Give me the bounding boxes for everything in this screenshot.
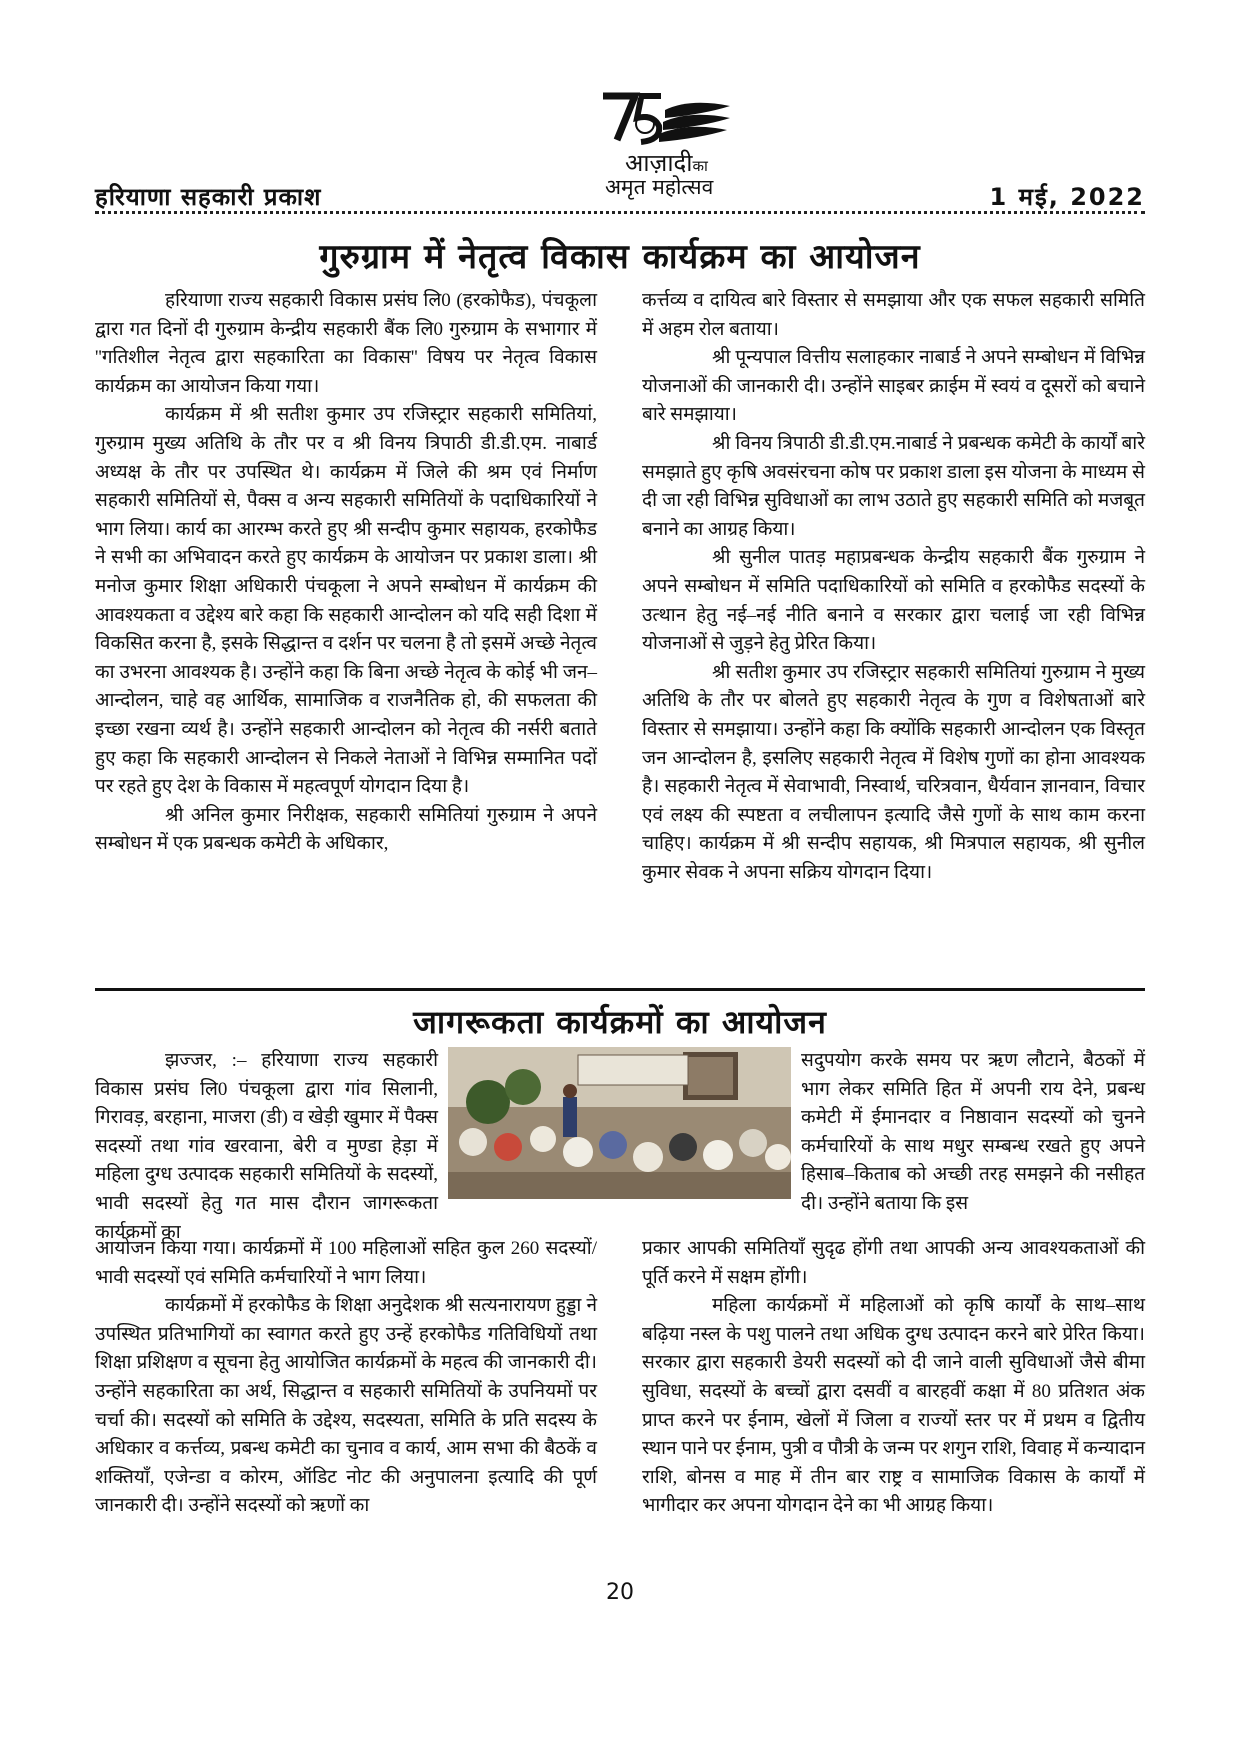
article2-left-top	[95, 1047, 438, 1247]
article2-title: जागरूकता कार्यक्रमों का आयोजन	[413, 1003, 827, 1041]
logo-text-azadi: आज़ादीका	[625, 149, 708, 177]
article2-right-bottom	[642, 1235, 1145, 1521]
paragraph: कार्यक्रमों में हरकोफैड के शिक्षा अनुदेशक श्री सत्यनारायण हुड्डा ने उपस्थित प्रतिभागियों का स्वागत करते हुए उन्हें हरकोफैड गतिविधियों तथा शिक्षा प्रशिक्षण व सूचना हेतु आयोजित कार्यक्रमों के महत्व की जानकारी दी। उन्होंने सहकारिता का अर्थ, सिद्धान्त व सहकारी समितियों के उपनियमों पर चर्चा की। सदस्यों को समिति के उद्देश्य, सदस्यता, समिति के प्रति सदस्य के अधिकार व कर्त्तव्य, प्रबन्ध कमेटी का चुनाव व कार्य, आम सभा की बैठकें व शक्तियाँ, एजेन्डा व कोरम, ऑडिट नोट की अनुपालना इत्यादि की पूर्ण जानकारी दी। उन्होंने सदस्यों को ऋणों का	[95, 1295, 597, 1517]
paragraph: हरियाणा राज्य सहकारी विकास प्रसंघ लि0 (हरकोफैड), पंचकूला द्वारा गत दिनों दी गुरुग्राम केन्द्रीय सहकारी बैंक लि0 गुरुग्राम के सभागार में ''गतिशील नेतृत्व द्वारा सहकारिता का विकास'' विषय पर नेतृत्व विकास कार्यक्रम का आयोजन किया गया।	[95, 290, 597, 397]
meeting-photo-illustration	[448, 1047, 791, 1199]
issue-date: 1 मई, 2022	[989, 183, 1145, 211]
article1-right-column	[642, 287, 1145, 887]
event-photo	[448, 1047, 791, 1199]
paragraph: श्री सुनील पातड़ महाप्रबन्धक केन्द्रीय सहकारी बैंक गुरुग्राम ने अपने सम्बोधन में समिति पदाधिकारियों को समिति व हरकोफैड सदस्यों के उत्थान हेतु नई–नई नीति बनाने व सरकार द्वारा चलाई जा रही विभिन्न योजनाओं से जुड़ने हेतु प्रेरित किया।	[642, 547, 1145, 655]
paragraph: झज्जर, :– हरियाणा राज्य सहकारी विकास प्रसंघ लि0 पंचकूला द्वारा गांव सिलानी, गिरावड़, बरहाना, माजरा (डी) व खेड़ी खुमार में पैक्स सदस्यों तथा गांव खरवाना, बेरी व मुण्डा हेड़ा में महिला दुग्ध उत्पादक सहकारी समितियों के सदस्यों, भावी सदस्यों हेतु गत मास दौरान जागरूकता कार्यक्रमों का	[95, 1050, 438, 1243]
paragraph: श्री अनिल कुमार निरीक्षक, सहकारी समितियां गुरुग्राम ने अपने सम्बोधन में एक प्रबन्धक कमेटी के अधिकार,	[95, 804, 597, 855]
paragraph: आयोजन किया गया। कार्यक्रमों में 100 महिलाओं सहित कुल 260 सदस्यों/भावी सदस्यों एवं समिति कर्मचारियों ने भाग लिया।	[95, 1238, 597, 1288]
article1-title: गुरुग्राम में नेतृत्व विकास कार्यक्रम का आयोजन	[319, 237, 921, 277]
paragraph: महिला कार्यक्रमों में महिलाओं को कृषि कार्यों के साथ–साथ बढ़िया नस्ल के पशु पालने तथा अधिक दुग्ध उत्पादन करने बारे प्रेरित किया। सरकार द्वारा सहकारी डेयरी सदस्यों को दी जाने वाली सुविधाओं जैसे बीमा सुविधा, सदस्यों के बच्चों द्वारा दसवीं व बारहवीं कक्षा में 80 प्रतिशत अंक प्राप्त करने पर ईनाम, खेलों में जिला व राज्यों स्तर पर में प्रथम व द्वितीय स्थान पाने पर ईनाम, पुत्री व पौत्री के जन्म पर शगुन राशि, विवाह में कन्यादान राशि, बोनस व माह में तीन बार राष्ट्र व सामाजिक विकास के कार्यों में भागीदार कर अपना योगदान देने का भी आग्रह किया।	[642, 1295, 1145, 1517]
paragraph: कार्यक्रम में श्री सतीश कुमार उप रजिस्ट्रार सहकारी समितियां, गुरुग्राम मुख्य अतिथि के तौर पर व श्री विनय त्रिपाठी डी.डी.एम. नाबार्ड अध्यक्ष के तौर पर उपस्थित थे। कार्यक्रम में जिले की श्रम एवं निर्माण सहकारी समितियों से, पैक्स व अन्य सहकारी समितियों के पदाधिकारियों ने भाग लिया। कार्य का आरम्भ करते हुए श्री सन्दीप कुमार सहायक, हरकोफैड ने सभी का अभिवादन करते हुए कार्यक्रम के आयोजन पर प्रकाश डाला। श्री मनोज कुमार शिक्षा अधिकारी पंचकूला ने अपने सम्बोधन में कार्यक्रम की आवश्यकता व उद्देश्य बारे कहा कि सहकारी आन्दोलन को यदि सही दिशा में विकसित करना है, इसके सिद्धान्त व दर्शन पर चलना है तो इसमें अच्छे नेतृत्व का उभरना आवश्यक है। उन्होंने कहा कि बिना अच्छे नेतृत्व के कोई भी जन–आन्दोलन, चाहे वह आर्थिक, सामाजिक व राजनैतिक हो, की सफलता की इच्छा रखना व्यर्थ है। उन्होंने सहकारी आन्दोलन को नेतृत्व की नर्सरी बताते हुए कहा कि सहकारी आन्दोलन से निकले नेताओं ने विभिन्न सम्मानित पदों पर रहते हुए देश के विकास में महत्वपूर्ण योगदान दिया है।	[95, 404, 597, 798]
azadi-logo	[535, 88, 785, 210]
paragraph: प्रकार आपकी समितियाँ सुदृढ होंगी तथा आपकी अन्य आवश्यकताओं की पूर्ति करने में सक्षम होंगी।	[642, 1238, 1145, 1288]
masthead	[95, 88, 1145, 218]
article1-left-column	[95, 287, 597, 859]
paragraph: श्री पून्यपाल वित्तीय सलाहकार नाबार्ड ने अपने सम्बोधन में विभिन्न योजनाओं की जानकारी दी। उन्होंने साइबर क्राईम में स्वयं व दूसरों को बचाने बारे समझाया।	[642, 347, 1145, 426]
paragraph: कर्त्तव्य व दायित्व बारे विस्तार से समझाया और एक सफल सहकारी समिति में अहम रोल बताया।	[642, 290, 1145, 340]
paragraph: सदुपयोग करके समय पर ऋण लौटाने, बैठकों में भाग लेकर समिति हित में अपनी राय देने, प्रबन्ध कमेटी में ईमानदार व निष्ठावान सदस्यों को चुनने कर्मचारियों के साथ मधुर सम्बन्ध रखते हुए अपने हिसाब–किताब को अच्छी तरह समझने की नसीहत दी। उन्होंने बताया कि इस	[801, 1050, 1145, 1214]
header-divider	[95, 211, 1145, 214]
paragraph: श्री विनय त्रिपाठी डी.डी.एम.नाबार्ड ने प्रबन्धक कमेटी के कार्यों बारे समझाते हुए कृषि अवसंरचना कोष पर प्रकाश डाला इस योजना के माध्यम से दी जा रही विभिन्न सुविधाओं का लाभ उठाते हुए सहकारी समिति को मजबूत बनाने का आग्रह किया।	[642, 432, 1145, 540]
article2-right-top	[801, 1047, 1145, 1219]
article-divider	[95, 988, 1145, 991]
publication-name: हरियाणा सहकारी प्रकाश	[95, 183, 322, 211]
paragraph: श्री सतीश कुमार उप रजिस्ट्रार सहकारी समितियां गुरुग्राम ने मुख्य अतिथि के तौर पर बोलते हुए सहकारी नेतृत्व के गुण व विशेषताओं बारे विस्तार से समझाया। उन्होंने कहा कि क्योंकि सहकारी आन्दोलन एक विस्तृत जन आन्दोलन है, इसलिए सहकारी नेतृत्व में विशेष गुणों का होना आवश्यक है। सहकारी नेतृत्व में सेवाभावी, निस्वार्थ, चरित्रवान, धैर्यवान ज्ञानवान, विचार एवं लक्ष्य की स्पष्टता व लचीलापन इत्यादि जैसे गुणों के साथ काम करना चाहिए। कार्यक्रम में श्री सन्दीप सहायक, श्री मित्रपाल सहायक, श्री सुनील कुमार सेवक ने अपना सक्रिय योगदान दिया।	[642, 661, 1145, 883]
azadi-75-emblem-icon	[595, 88, 735, 150]
page-number: 20	[606, 1580, 634, 1605]
article2-left-bottom	[95, 1235, 597, 1521]
logo-text-amrit-mahotsav: अमृत महोत्सव	[605, 175, 714, 199]
